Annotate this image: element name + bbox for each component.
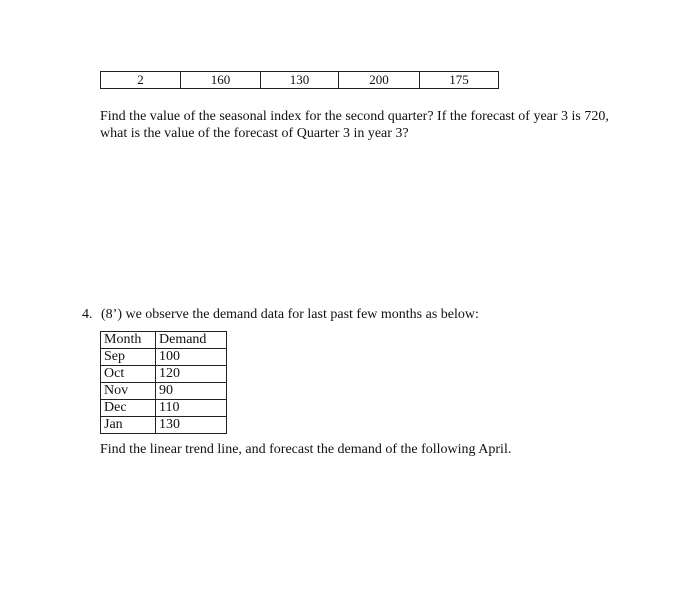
quarter-data-row-table xyxy=(100,71,499,89)
table-cell: 130 xyxy=(261,72,339,89)
month-cell: Nov xyxy=(101,383,156,400)
table-row xyxy=(101,417,227,434)
month-cell: Oct xyxy=(101,366,156,383)
table-row xyxy=(101,383,227,400)
table-header-row xyxy=(101,332,227,349)
question-4-heading-text: (8’) we observe the demand data for last past few months as below: xyxy=(101,307,479,322)
question-4-number: 4. xyxy=(82,307,93,322)
table-cell: 160 xyxy=(181,72,261,89)
demand-cell: 100 xyxy=(156,349,227,366)
table-row xyxy=(101,72,499,89)
table-row xyxy=(101,349,227,366)
table-cell: 200 xyxy=(339,72,420,89)
table-cell: 175 xyxy=(420,72,499,89)
table-row xyxy=(101,400,227,417)
question-4-heading xyxy=(82,306,622,323)
month-cell: Jan xyxy=(101,417,156,434)
month-cell: Dec xyxy=(101,400,156,417)
column-header-demand: Demand xyxy=(156,332,227,349)
demand-cell: 130 xyxy=(156,417,227,434)
question-4-text: Find the linear trend line, and forecast the demand of the following April. xyxy=(100,442,512,457)
demand-cell: 120 xyxy=(156,366,227,383)
table-row xyxy=(101,366,227,383)
table-cell: 2 xyxy=(101,72,181,89)
demand-cell: 110 xyxy=(156,400,227,417)
demand-table xyxy=(100,331,227,434)
column-header-month: Month xyxy=(101,332,156,349)
demand-cell: 90 xyxy=(156,383,227,400)
month-cell: Sep xyxy=(101,349,156,366)
question-3-text: Find the value of the seasonal index for the second quarter? If the forecast of year 3 is 720, what is the value of the forecast of Quarter 3 in year 3? xyxy=(100,109,609,141)
